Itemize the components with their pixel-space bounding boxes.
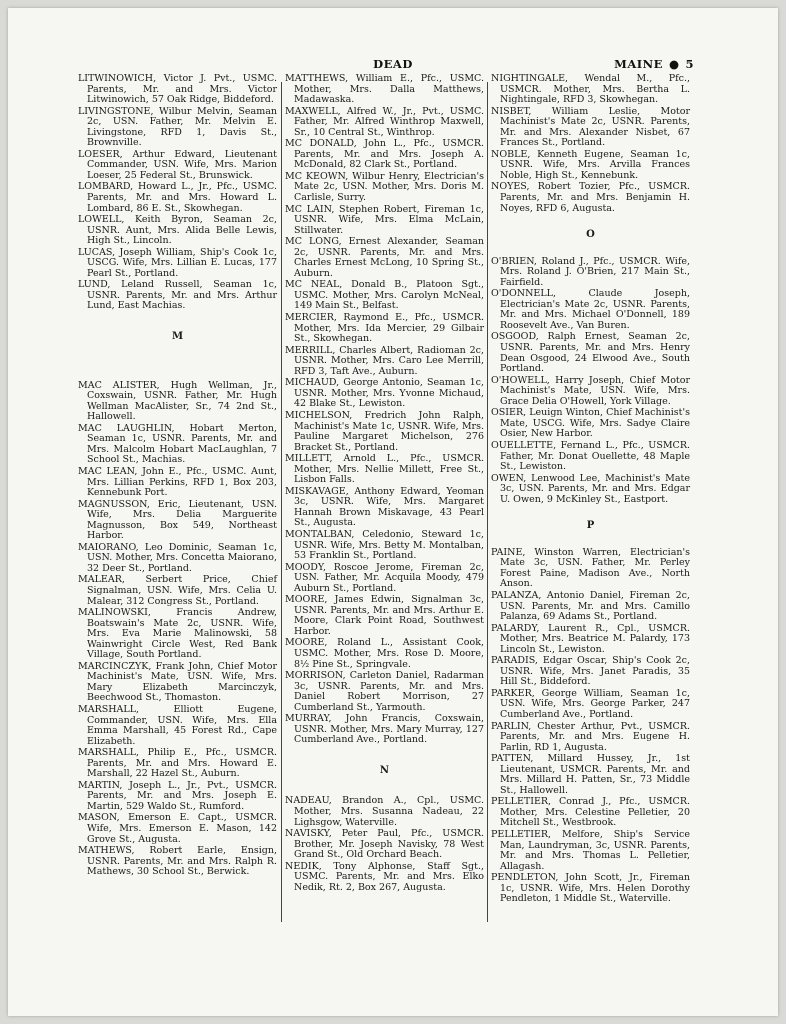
casualty-entry: NIGHTINGALE, Wendal M., Pfc., USMCR. Mother, Mrs. Bertha L. Nightingale, RFD 3, Skowhegan. <box>491 73 690 106</box>
casualty-entry: MERRILL, Charles Albert, Radioman 2c, USNR. Mother, Mrs. Caro Lee Merrill, RFD 3, Taft Ave., Auburn. <box>285 344 484 377</box>
casualty-entry: MATHEWS, Robert Earle, Ensign, USNR. Parents, Mr. and Mrs. Ralph R. Mathews, 30 School St., Berwick. <box>78 845 277 878</box>
casualty-entry: NOYES, Robert Tozier, Pfc., USMCR. Parents, Mr. and Mrs. Benjamin H. Noyes, RFD 6, Augusta. <box>491 181 690 214</box>
casualty-entry: LIVINGSTONE, Wilbur Melvin, Seaman 2c, USN. Father, Mr. Melvin E. Livingstone, RFD 1, Davis St., Brownville. <box>78 105 277 149</box>
casualty-entry: OSIER, Leuign Winton, Chief Machinist's Mate, USCG. Wife, Mrs. Sadye Claire Osier, New Harbor. <box>491 407 690 440</box>
section-letter: P <box>586 520 595 532</box>
casualty-entry: MISKAVAGE, Anthony Edward, Yeoman 3c, USNR. Wife, Mrs. Margaret Hannah Brown Miskavage, 43 Pearl St., Augusta. <box>285 485 484 529</box>
section-letter: M <box>171 331 184 343</box>
casualty-entry: OWEN, Lenwood Lee, Machinist's Mate 3c, USN. Parents, Mr. and Mrs. Edgar U. Owen, 9 McKinley St., Eastport. <box>491 472 690 505</box>
casualty-entry: MERCIER, Raymond E., Pfc., USMCR. Mother, Mrs. Ida Mercier, 29 Gilbair St., Skowhegan. <box>285 312 484 345</box>
casualty-entry: MURRAY, John Francis, Coxswain, USNR. Mother, Mrs. Mary Murray, 127 Cumberland Ave., Portland. <box>285 713 484 746</box>
casualty-entry: PELLETIER, Conrad J., Pfc., USMCR. Mother, Mrs. Celestine Pelletier, 20 Mitchell St., Westbrook. <box>491 796 690 829</box>
casualty-entry: LITWINOWICH, Victor J. Pvt., USMC. Parents, Mr. and Mrs. Victor Litwinowich, 57 Oak Ridge, Biddeford. <box>78 73 277 106</box>
casualty-entry: MAGNUSSON, Eric, Lieutenant, USN. Wife, Mrs. Delia Marguerite Magnusson, Box 549, Northeast Harbor. <box>78 498 277 542</box>
casualty-entry: MOODY, Roscoe Jerome, Fireman 2c, USN. Father, Mr. Acquila Moody, 479 Auburn St., Portland. <box>285 561 484 594</box>
casualty-entry: MORRISON, Carleton Daniel, Radarman 3c, USNR. Parents, Mr. and Mrs. Daniel Robert Morrison, 27 Cumberland St., Yarmouth. <box>285 670 484 713</box>
casualty-entry: MC LONG, Ernest Alexander, Seaman 2c, USNR. Parents, Mr. and Mrs. Charles Ernest McLong, 10 Spring St., Auburn. <box>285 236 484 279</box>
casualty-entry: MASON, Emerson E. Capt., USMCR. Wife, Mrs. Emerson E. Mason, 142 Grove St., Augusta. <box>78 812 277 845</box>
casualty-entry: PELLETIER, Melfore, Ship's Service Man, Laundryman, 3c, USNR. Parents, Mr. and Mrs. Thomas L. Pelletier, Allagash. <box>491 829 690 872</box>
casualty-entry: PATTEN, Millard Hussey, Jr., 1st Lieutenant, USMCR. Parents, Mr. and Mrs. Millard H. Patten, Sr., 73 Middle St., Hallowell. <box>491 753 690 796</box>
section-letter: N <box>379 764 390 776</box>
casualty-entry: MALINOWSKI, Francis Andrew, Boatswain's Mate 2c, USNR. Wife, Mrs. Eva Marie Malinowski, 58 Wainwright Circle West, Red Bank Village, South Portland. <box>78 607 277 661</box>
casualty-entry: MC KEOWN, Wilbur Henry, Electrician's Mate 2c, USN. Mother, Mrs. Doris M. Carlisle, Surry. <box>285 170 484 204</box>
casualty-entry: PARLIN, Chester Arthur, Pvt., USMCR. Parents, Mr. and Mrs. Eugene H. Parlin, RD 1, Augusta. <box>491 720 690 753</box>
column-3 <box>491 74 690 906</box>
casualty-entry: MAC LEAN, John E., Pfc., USMC. Aunt, Mrs. Lillian Perkins, RFD 1, Box 203, Kennebunk Port. <box>78 465 277 499</box>
column-divider <box>281 82 282 922</box>
casualty-entry: MARTIN, Joseph L., Jr., Pvt., USMCR. Parents, Mr. and Mrs. Joseph E. Martin, 529 Waldo St., Rumford. <box>78 779 277 812</box>
casualty-entry: MALEAR, Serbert Price, Chief Signalman, USN. Wife, Mrs. Celia U. Malear, 312 Congress St., Portland. <box>78 574 277 607</box>
casualty-entry: MARSHALL, Philip E., Pfc., USMCR. Parents, Mr. and Mrs. Howard E. Marshall, 22 Hazel St., Auburn. <box>78 747 277 780</box>
casualty-entry: MARSHALL, Elliott Eugene, Commander, USN. Wife, Mrs. Ella Emma Marshall, 45 Forest Rd., Cape Elizabeth. <box>78 703 277 747</box>
column-2 <box>285 74 484 894</box>
page-number: 5 <box>685 57 694 71</box>
casualty-entry: MICHELSON, Fredrich John Ralph, Machinist's Mate 1c, USNR. Wife, Mrs. Pauline Margaret Michelson, 276 Bracket St., Portland. <box>285 409 484 453</box>
casualty-entry: LUCAS, Joseph William, Ship's Cook 1c, USCG. Wife, Mrs. Lillian E. Lucas, 177 Pearl St., Portland. <box>78 246 277 279</box>
casualty-entry: MAC LAUGHLIN, Hobart Merton, Seaman 1c, USNR. Parents, Mr. and Mrs. Malcolm Hobart MacLaughlan, 7 School St., Machias. <box>78 422 277 466</box>
state-name: MAINE <box>614 57 663 71</box>
casualty-entry: LUND, Leland Russell, Seaman 1c, USNR. Parents, Mr. and Mrs. Arthur Lund, East Machias. <box>78 279 277 312</box>
casualty-entry: OUELLETTE, Fernand L., Pfc., USMCR. Father, Mr. Donat Ouellette, 48 Maple St., Lewiston. <box>491 439 690 473</box>
casualty-entry: NADEAU, Brandon A., Cpl., USMC. Mother, Mrs. Susanna Nadeau, 22 Lighsgow, Waterville. <box>285 795 484 828</box>
casualty-entry: MC DONALD, John L., Pfc., USMCR. Parents, Mr. and Mrs. Joseph A. McDonald, 82 Clark St., Portland. <box>285 138 484 171</box>
casualty-entry: PARKER, George William, Seaman 1c, USN. Wife, Mrs. George Parker, 247 Cumberland Ave., Portland. <box>491 687 690 720</box>
casualty-entry: PALANZA, Antonio Daniel, Fireman 2c, USN. Parents, Mr. and Mrs. Camillo Palanza, 69 Adams St., Portland. <box>491 589 690 623</box>
casualty-entry: O'DONNELL, Claude Joseph, Electrician's Mate 2c, USNR. Parents, Mr. and Mrs. Michael O'Donnell, 189 Roosevelt Ave., Van Buren. <box>491 288 690 331</box>
casualty-entry: MC LAIN, Stephen Robert, Fireman 1c, USNR. Wife, Mrs. Elma McLain, Stillwater. <box>285 203 484 236</box>
casualty-entry: MARCINCZYK, Frank John, Chief Motor Machinist's Mate, USN. Wife, Mrs. Mary Elizabeth Marcinczyk, Beechwood St., Thomaston. <box>78 660 277 704</box>
casualty-entry: MONTALBAN, Celedonio, Steward 1c, USNR. Wife, Mrs. Betty M. Montalban, 53 Franklin St., Portland. <box>285 528 484 562</box>
casualty-entry: PARADIS, Edgar Oscar, Ship's Cook 2c, USNR. Wife, Mrs. Janet Paradis, 35 Hill St., Biddeford. <box>491 655 690 688</box>
casualty-entry: LOWELL, Keith Byron, Seaman 2c, USNR. Aunt, Mrs. Alida Belle Lewis, High St., Lincoln. <box>78 214 277 247</box>
casualty-entry: LOESER, Arthur Edward, Lieutenant Commander, USN. Wife, Mrs. Marion Loeser, 25 Federal St., Brunswick. <box>78 148 277 181</box>
casualty-entry: NAVISKY, Peter Paul, Pfc., USMCR. Brother, Mr. Joseph Navisky, 78 West Grand St., Old Orchard Beach. <box>285 828 484 861</box>
casualty-entry: PAINE, Winston Warren, Electrician's Mate 3c, USN. Father, Mr. Perley Forest Paine, Madison Ave., North Anson. <box>491 546 690 590</box>
column-divider <box>487 82 488 922</box>
casualty-entry: PALARDY, Laurent R., Cpl., USMCR. Mother, Mrs. Beatrice M. Palardy, 173 Lincoln St., Lewiston. <box>491 622 690 655</box>
casualty-entry: MATTHEWS, William E., Pfc., USMC. Mother, Mrs. Dalla Matthews, Madawaska. <box>285 73 484 106</box>
casualty-entry: O'HOWELL, Harry Joseph, Chief Motor Machinist's Mate, USN. Wife, Mrs. Grace Delia O'Howell, York Village. <box>491 374 690 407</box>
casualty-entry: MILLETT, Arnold L., Pfc., USMCR. Mother, Mrs. Nellie Millett, Free St., Lisbon Falls. <box>285 453 484 486</box>
casualty-entry: NISBET, William Leslie, Motor Machinist's Mate 2c, USNR. Parents, Mr. and Mrs. Alexander Nisbet, 67 Frances St., Portland. <box>491 105 690 149</box>
section-letter: O <box>586 229 595 241</box>
casualty-entry: LOMBARD, Howard L., Jr., Pfc., USMC. Parents, Mr. and Mrs. Howard L. Lombard, 86 E. St., Skowhegan. <box>78 181 277 214</box>
casualty-entry: NEDIK, Tony Alphonse, Staff Sgt., USMC. Parents, Mr. and Mrs. Elko Nedik, Rt. 2, Box 267, Augusta. <box>285 860 484 893</box>
casualty-entry: MOORE, Roland L., Assistant Cook, USMC. Mother, Mrs. Rose D. Moore, 8½ Pine St., Springvale. <box>285 637 484 670</box>
casualty-entry: MAIORANO, Leo Dominic, Seaman 1c, USN. Mother, Mrs. Concetta Maiorano, 32 Deer St., Portland. <box>78 541 277 574</box>
page-title: DEAD <box>373 57 413 71</box>
page-state-and-number <box>614 57 694 71</box>
column-1 <box>78 74 277 879</box>
casualty-entry: MOORE, James Edwin, Signalman 3c, USNR. Parents, Mr. and Mrs. Arthur E. Moore, Clark Point Road, Southwest Harbor. <box>285 594 484 637</box>
casualty-entry: MAXWELL, Alfred W., Jr., Pvt., USMC. Father, Mr. Alfred Winthrop Maxwell, Sr., 10 Central St., Winthrop. <box>285 105 484 138</box>
casualty-entry: MC NEAL, Donald B., Platoon Sgt., USMC. Mother, Mrs. Carolyn McNeal, 149 Main St., Belfast. <box>285 279 484 312</box>
casualty-entry: NOBLE, Kenneth Eugene, Seaman 1c, USNR. Wife, Mrs. Arvilla Frances Noble, High St., Kennebunk. <box>491 148 690 181</box>
bullet-icon: ● <box>668 57 680 71</box>
casualty-entry: OSGOOD, Ralph Ernest, Seaman 2c, USNR. Parents, Mr. and Mrs. Henry Dean Osgood, 24 Elwood Ave., South Portland. <box>491 331 690 375</box>
casualty-entry: PENDLETON, John Scott, Jr., Fireman 1c, USNR. Wife, Mrs. Helen Dorothy Pendleton, 1 Middle St., Waterville. <box>491 872 690 905</box>
casualty-entry: O'BRIEN, Roland J., Pfc., USMCR. Wife, Mrs. Roland J. O'Brien, 217 Main St., Fairfield. <box>491 255 690 288</box>
casualty-entry: MICHAUD, George Antonio, Seaman 1c, USNR. Mother, Mrs. Yvonne Michaud, 42 Blake St., Lewiston. <box>285 377 484 410</box>
document-page <box>8 8 778 1016</box>
casualty-entry: MAC ALISTER, Hugh Wellman, Jr., Coxswain, USNR. Father, Mr. Hugh Wellman MacAlister, Sr., 74 2nd St., Hallowell. <box>78 379 277 423</box>
